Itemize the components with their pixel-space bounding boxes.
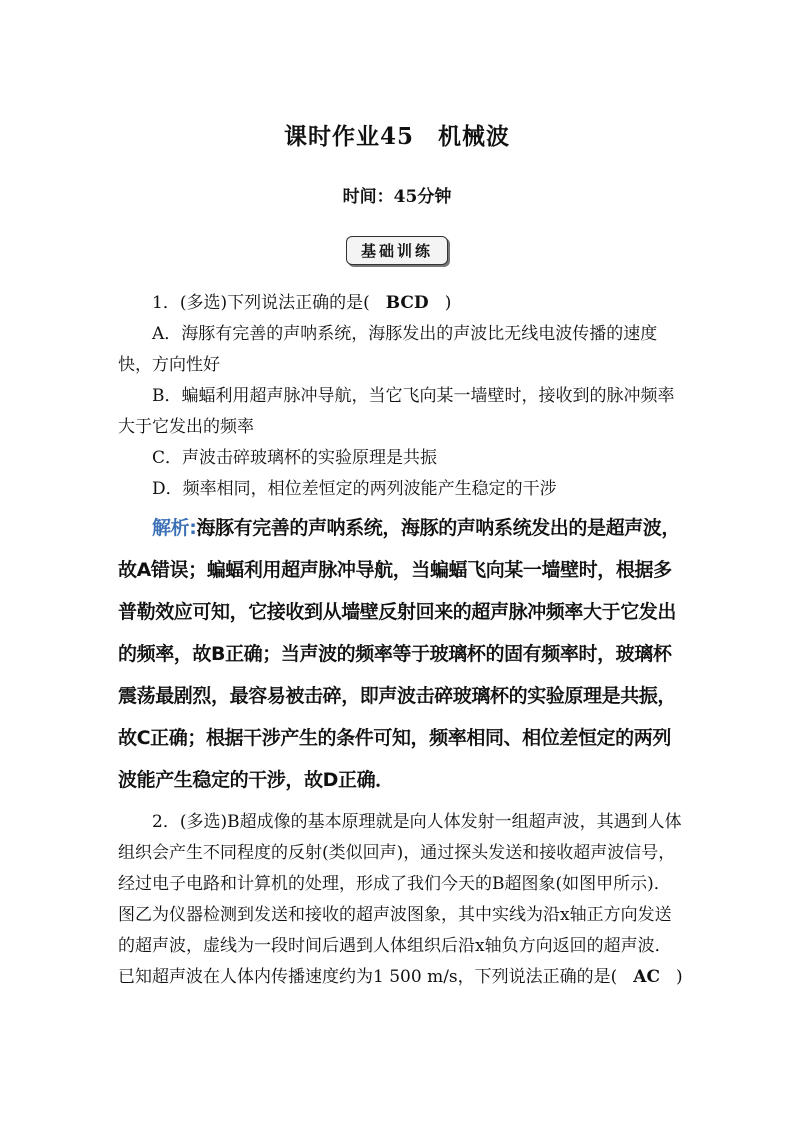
question-2-stem-text: 2．(多选)B超成像的基本原理就是向人体发射一组超声波，其遇到人体组织会产生不同程度的反射(类似回声)，通过探头发送和接收超声波信号，经过电子电路和计算机的处理，形成了我们今天的B超图象(如图甲所示)．图乙为仪器检测到发送和接收的超声波图象，其中实线为沿x轴正方向发送的超声波，虚线为一段时间后遇到人体组织后沿x轴负方向返回的超声波．已知超声波在人体内传播速度约为1 500 m/s，下列说法正确的是(: [118, 812, 682, 987]
analysis-label: 解析:: [152, 517, 197, 539]
section-banner: [0, 236, 794, 265]
section-badge: 基础训练: [346, 236, 448, 265]
document-body: [118, 288, 683, 993]
option-a: A．海豚有完善的声呐系统，海豚发出的声波比无线电波传播的速度快，方向性好: [118, 324, 658, 375]
option-b: B．蝙蝠利用超声脉冲导航，当它飞向某一墙壁时，接收到的脉冲频率大于它发出的频率: [118, 386, 675, 437]
question-2-stem: [118, 807, 683, 993]
analysis-text: 海豚有完善的声呐系统，海豚的声呐系统发出的是超声波，故A错误；蝙蝠利用超声脉冲导航，当蝙蝠飞向某一墙壁时，根据多普勒效应可知，它接收到从墙壁反射回来的超声脉冲频率大于它发出的频率，故B正确；当声波的频率等于玻璃杯的固有频率时，玻璃杯震荡最剧烈，最容易被击碎，即声波击碎玻璃杯的实验原理是共振，故C正确；根据干涉产生的条件可知，频率相同、相位差恒定的两列波能产生稳定的干涉，故D正确．: [118, 517, 681, 791]
question-2-answer: AC: [633, 967, 661, 987]
page-title: 课时作业45 机械波: [283, 123, 510, 150]
question-2-stem-end: ): [676, 967, 683, 987]
question-1-answer: BCD: [385, 293, 429, 313]
question-1-analysis: [118, 507, 683, 801]
question-1-stem-text: 1．(多选)下列说法正确的是(: [152, 293, 370, 313]
time-limit: 时间：45分钟: [342, 187, 452, 207]
question-1-stem-end: ): [444, 293, 452, 313]
option-c: C．声波击碎玻璃杯的实验原理是共振: [152, 448, 438, 468]
question-1-stem: [118, 288, 683, 319]
option-d: D．频率相同，相位差恒定的两列波能产生稳定的干涉: [152, 479, 557, 499]
